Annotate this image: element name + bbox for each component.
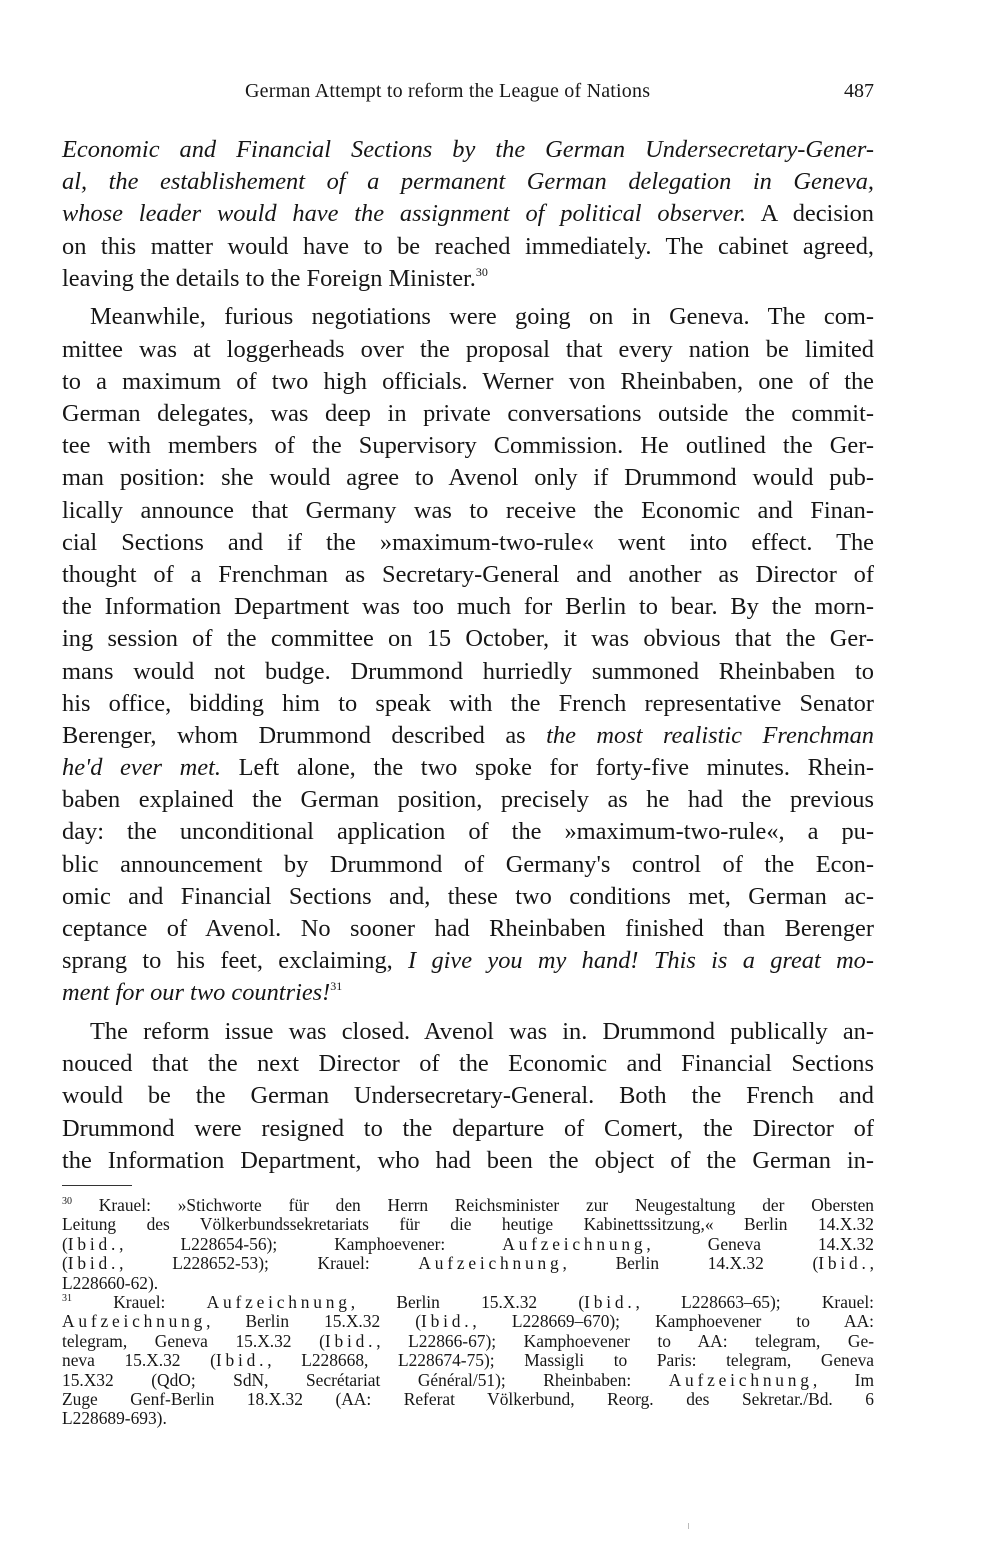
scan-mark (688, 1523, 689, 1529)
text-line: baben explained the German position, precisely as he had the previous (62, 786, 874, 814)
footnote-30: $^{30}$ Krauel: »Stichworte für den Herrn Reichsminister zur Neugestaltung der Obersten (62, 1195, 874, 1215)
text-line: mans would not budge. Drummond hurriedly summoned Rheinbaben to (62, 657, 874, 685)
footnote-ref-31: 31 (330, 979, 343, 994)
text-line: day: the unconditional application of the »maximum-two-rule«, a pu- (62, 818, 874, 846)
footnote-line: (Ibid., L228652-53); Krauel: Aufzeichnung, Berlin 14.X.32 (Ibid., (62, 1253, 875, 1274)
text-line: blic announcement by Drummond of Germany's control of the Econ- (62, 850, 874, 878)
text-line: nouced that the next Director of the Economic and Financial Sections (62, 1050, 874, 1078)
running-head (62, 80, 874, 110)
text-line: Berenger, whom Drummond described as the most realistic Frenchman (62, 721, 875, 749)
running-title: German Attempt to reform the League of Nations (245, 80, 651, 102)
text-line: the Information Department, who had been the object of the German in- (62, 1146, 874, 1174)
page-number: 487 (844, 80, 874, 102)
text-line: ceptance of Avenol. No sooner had Rheinbaben finished than Berenger (62, 915, 874, 942)
text-line: ment for our two countries!$^{31}$ (62, 979, 343, 1007)
text-line: German delegates, was deep in private conversations outside the commit- (62, 400, 874, 427)
body-text (62, 134, 874, 1177)
footnote-line: Leitung des Völkerbundssekretariats für die heutige Kabinettssitzung,« Berlin 14.X.32 (62, 1214, 874, 1235)
text-line: thought of a Frenchman as Secretary-General and another as Director of (62, 560, 874, 588)
footnote-line: Zuge Genf-Berlin 18.X.32 (AA: Referat Völkerbund, Reorg. des Sekretar./Bd. 6 (62, 1388, 874, 1409)
text-line: the Information Department was too much for Berlin to bear. By the morn- (62, 593, 874, 621)
text-line: Drummond were resigned to the departure of Comert, the Director of (62, 1114, 874, 1142)
footnote-31: $^{31}$ Krauel: Aufzeichnung, Berlin 15.X.32 (Ibid., L228663–65); Krauel: (62, 1291, 874, 1312)
text-line: cial Sections and if the »maximum-two-rule« went into effect. The (62, 528, 874, 556)
text-line: to a maximum of two high officials. Werner von Rheinbaben, one of the (62, 367, 874, 395)
text-line: leaving the details to the Foreign Minister.$^{30}$ (62, 264, 488, 292)
text-line: Meanwhile, furious negotiations were going on in Geneva. The com- (90, 303, 874, 331)
text-line: ing session of the committee on 15 October, it was obvious that the Ger- (62, 625, 874, 653)
footnote-line: 15.X32 (QdO; SdN, Secrétariat Général/51); Rheinbaben: Aufzeichnung, Im (62, 1369, 875, 1390)
text-line: The reform issue was closed. Avenol was in. Drummond publically an- (90, 1018, 874, 1046)
text-line: omic and Financial Sections and, these two conditions met, German ac- (62, 882, 874, 910)
text-line: lically announce that Germany was to receive the Economic and Finan- (62, 496, 874, 524)
text-line: man position: she would agree to Avenol only if Drummond would pub- (62, 464, 874, 492)
footnote-ref-30: 30 (475, 264, 488, 279)
footnote-line: telegram, Geneva 15.X.32 (Ibid., L22866-67); Kamphoevener to AA: telegram, Ge- (62, 1330, 874, 1351)
text-line: on this matter would have to be reached immediately. The cabinet agreed, (62, 232, 874, 260)
text-line: whose leader would have the assignment of political observer. A decision (62, 200, 874, 228)
footnote-line: L228689-693). (62, 1408, 167, 1429)
text-line: al, the establishement of a permanent German delegation in Geneva, (62, 168, 874, 196)
footnotes (62, 1196, 874, 1429)
footnote-line: (Ibid., L228654-56); Kamphoevener: Aufzeichnung, Geneva 14.X.32 (62, 1233, 874, 1254)
footnote-divider (62, 1185, 132, 1186)
text-line: Economic and Financial Sections by the German Undersecretary-Gener- (62, 136, 874, 163)
footnote-line: neva 15.X.32 (Ibid., L228668, L228674-75); Massigli to Paris: telegram, Geneva (62, 1350, 874, 1371)
footnote-line: Aufzeichnung, Berlin 15.X.32 (Ibid., L228669–670); Kamphoevener to AA: (62, 1311, 875, 1332)
footnote-line: L228660-62). (62, 1272, 159, 1293)
text-line: tee with members of the Supervisory Commission. He outlined the Ger- (62, 432, 874, 460)
text-line: mittee was at loggerheads over the proposal that every nation be limited (62, 335, 874, 363)
text-line: he'd ever met. Left alone, the two spoke for forty-five minutes. Rhein- (62, 754, 874, 782)
text-line: sprang to his feet, exclaiming, I give you my hand! This is a great mo- (62, 947, 875, 975)
text-line: his office, bidding him to speak with the French representative Senator (62, 689, 874, 717)
text-line: would be the German Undersecretary-General. Both the French and (62, 1082, 874, 1110)
